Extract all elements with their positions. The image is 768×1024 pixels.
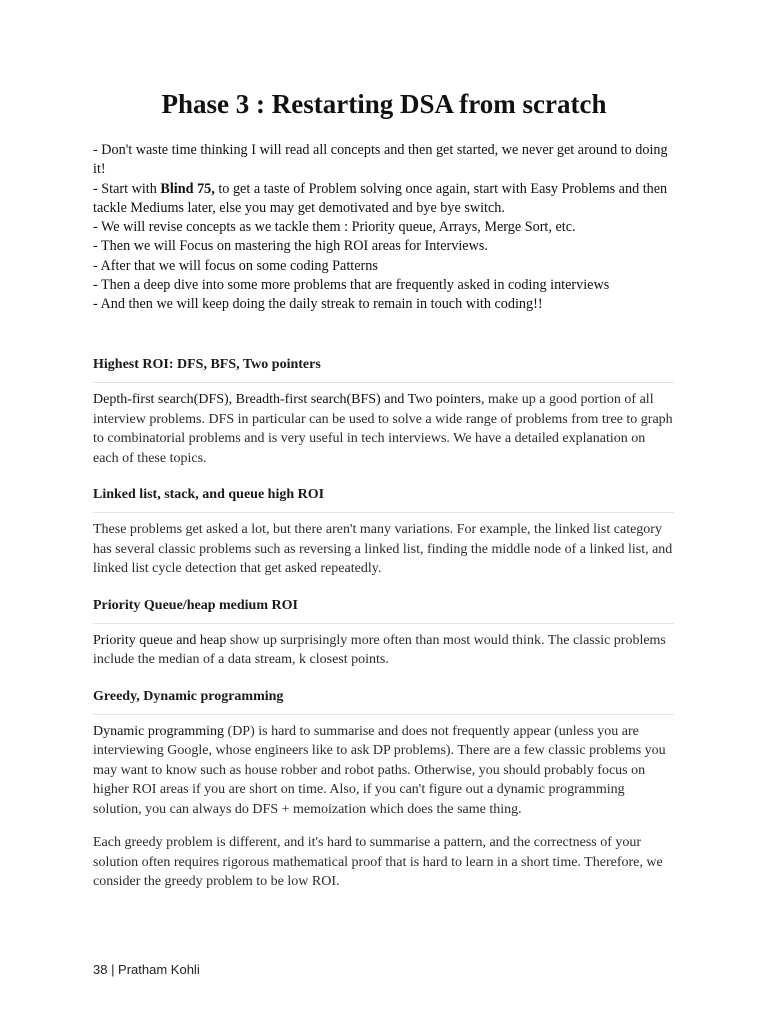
intro-item [93,180,683,219]
section-heading: Priority Queue/heap medium ROI [93,596,674,624]
page-title: Phase 3 : Restarting DSA from scratch [161,89,607,119]
section-lead: Priority queue and heap [93,632,227,648]
section-heading: Highest ROI: DFS, BFS, Two pointers [93,355,674,383]
intro-item-suffix: to get a taste of Problem solving once again, start with Easy Problems and then tackle Mediums later, else you may get demotivated and bye bye switch. [93,180,668,216]
section-dfs-bfs [93,355,674,468]
section-body [93,390,674,468]
section-heading: Linked list, stack, and queue high ROI [93,485,674,513]
intro-item: - Then a deep dive into some more problems that are frequently asked in coding interviews [93,277,610,294]
section-body-greedy: Each greedy problem is different, and it's hard to summarise a pattern, and the correctness of your solution often requires rigorous mathematical proof that is hard to learn in a short time. Therefore, we consider the greedy problem to be low ROI. [93,835,663,889]
section-text: show up surprisingly more often than most would think. The classic problems include the median of a data stream, k closest points. [93,632,666,667]
section-linked-list [93,485,674,579]
intro-item: - Don't waste time thinking I will read all concepts and then get started, we never get around to doing it! [93,142,668,178]
section-greedy-dp [93,687,674,892]
intro-item: - And then we will keep doing the daily streak to remain in touch with coding!! [93,296,543,313]
section-lead: Dynamic programming [93,723,225,739]
section-text: make up a good portion of all interview problems. DFS in particular can be used to solve a wide range of problems from tree to graph to combinatorial problems and is very useful in tech interviews. We have a detailed explanation on each of these topics. [93,392,673,466]
section-lead: Depth-first search(DFS), Breadth-first search(BFS) and Two pointers, [93,392,485,407]
section-body [93,631,674,670]
section-body [93,722,674,820]
intro-item: - After that we will focus on some coding Patterns [93,257,378,274]
intro-list [93,141,683,315]
section-text: (DP) is hard to summarise and does not frequently appear (unless you are interviewing Google, whose engineers like to ask DP problems). There are a few classic problems you may want to know such as house robber and robot paths. Otherwise, you should probably focus on higher ROI areas if you are short on time. Also, if you can't figure out a dynamic programming solution, you can always do DFS + memoization which does the same thing. [93,723,666,817]
intro-item: - We will revise concepts as we tackle them : Priority queue, Arrays, Merge Sort, etc. [93,219,576,236]
section-priority-queue [93,596,674,670]
intro-item: - Then we will Focus on mastering the high ROI areas for Interviews. [93,238,488,255]
blind-75-emphasis: Blind 75, [160,180,215,197]
roi-sections [93,355,674,892]
section-body: These problems get asked a lot, but there aren't many variations. For example, the linked list category has several classic problems such as reversing a linked list, finding the middle node of a linked list, and linked list cycle detection that get asked repeatedly. [93,522,673,576]
section-heading: Greedy, Dynamic programming [93,687,674,715]
intro-item-prefix: - Start with [93,180,161,197]
page-footer: 38 | Pratham Kohli [93,962,200,977]
